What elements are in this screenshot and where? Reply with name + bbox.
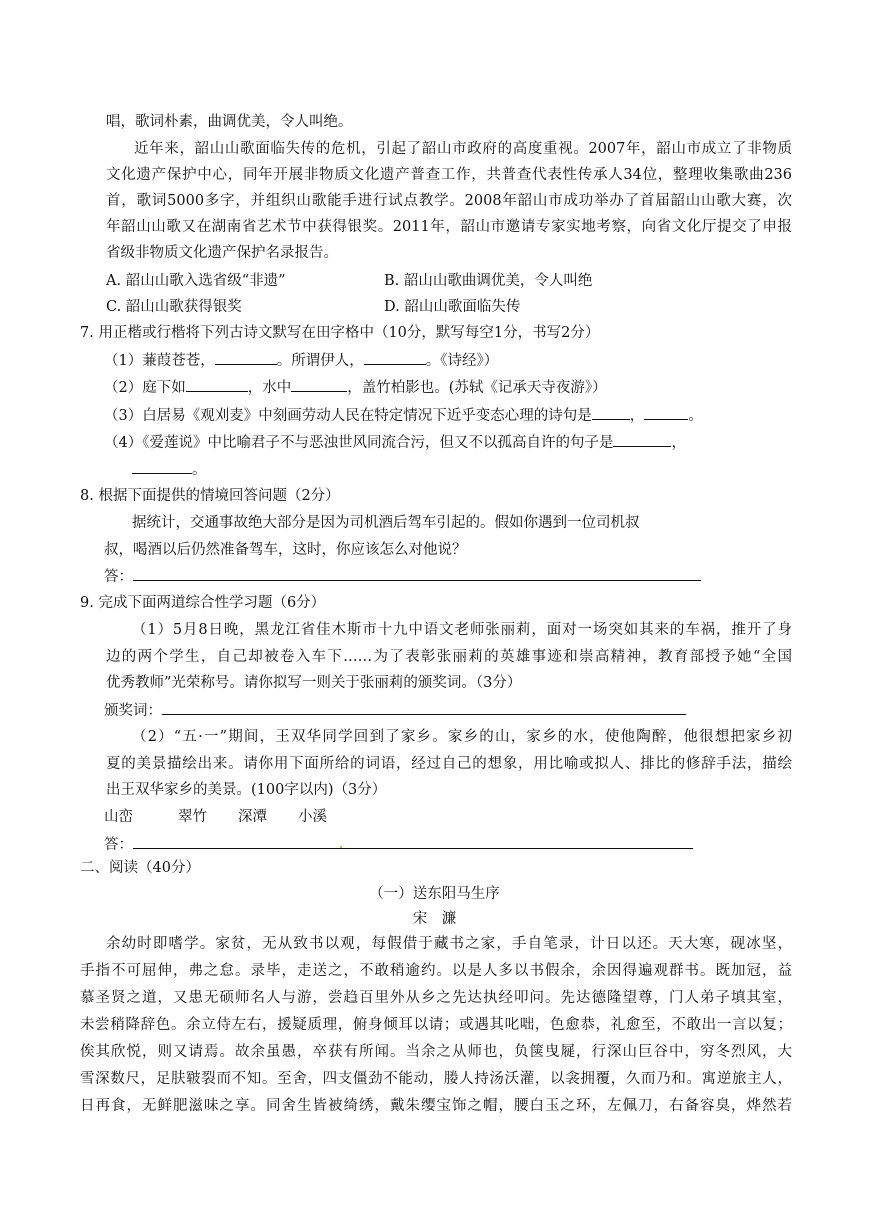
item-text: 。 [192, 462, 207, 478]
option-c: C. 韶山山歌获得银奖 [106, 299, 242, 315]
item-text: ，水中 [247, 380, 292, 396]
option-a: A. 韶山山歌入选省级“非遗” [106, 273, 286, 289]
question-7-item-2 [104, 377, 607, 398]
reading-line: 未尝稍降辞色。余立侍左右，援疑质理，俯身倾耳以请；或遇其叱咄，色愈恭，礼愈至，不敢出一言以复； [80, 1017, 792, 1033]
answer-blank[interactable] [613, 432, 671, 447]
option-b: B. 韶山山歌曲调优美，令人叫绝 [384, 273, 593, 289]
passage-end: 唱，歌词朴素，曲调优美，令人叫绝。 [106, 114, 353, 130]
answer-label: 答： [104, 837, 133, 853]
reading-title: （一）送东阳马生序 [369, 886, 500, 902]
answer-blank[interactable] [592, 405, 630, 420]
passage-line: 省级非物质文化遗产保护名录报告。 [106, 245, 338, 261]
answer-line[interactable] [133, 834, 693, 849]
award-label: 颁奖词： [104, 703, 162, 719]
question-8-text: 据统计，交通事故绝大部分是因为司机酒后驾车引起的。假如你遇到一位司机叔 [132, 515, 640, 531]
question-7-item-4-cont [132, 459, 207, 480]
item-text: （4）《爱莲说》中比喻君子不与恶浊世风同流合污，但又不以孤高自许的句子是 [104, 435, 614, 451]
answer-label: 答： [104, 569, 133, 585]
item-text: （3）白居易《观刈麦》中刻画劳动人民在特定情况下近乎变态心理的诗句是 [104, 408, 592, 424]
item-text: 。所谓伊人， [276, 353, 364, 369]
word: 翠竹 [178, 809, 207, 825]
award-answer [104, 700, 686, 721]
question-9-title: 9. 完成下面两道综合性学习题（6分） [80, 595, 326, 611]
word: 小溪 [298, 809, 327, 825]
passage-line: 文化遗产保护中心，同年开展非物质文化遗产普查工作，共普查代表性传承人34位，整理收集歌曲236 [106, 167, 792, 183]
item-text: ， [671, 435, 686, 451]
question-9-text: （2）“五·一”期间，王双华同学回到了家乡。家乡的山，家乡的水，使他陶醉，他很想把家乡初 [132, 729, 792, 745]
answer-blank[interactable] [215, 350, 277, 365]
question-7-title: 7. 用正楷或行楷将下列古诗文默写在田字格中（10分，默写每空1分，书写2分） [80, 325, 600, 341]
question-7-item-3 [104, 405, 703, 426]
answer-blank[interactable] [186, 377, 248, 392]
stray-mark [340, 846, 342, 848]
word: 山峦 [104, 809, 133, 825]
question-9-text: 优秀教师”光荣称号。请你拟写一则关于张丽莉的颁奖词。（3分） [106, 675, 522, 691]
answer-blank[interactable] [644, 405, 688, 420]
passage-line: 近年来，韶山山歌面临失传的危机，引起了韶山市政府的高度重视。2007年，韶山市成立了非物质 [134, 141, 792, 157]
reading-line: 日再食，无鲜肥滋味之享。同舍生皆被绮绣，戴朱缨宝饰之帽，腰白玉之环，左佩刀，右备容臭，烨然若 [80, 1098, 792, 1114]
word: 深潭 [238, 809, 267, 825]
reading-line: 余幼时即嗜学。家贫，无从致书以观，每假借于藏书之家，手自笔录，计日以还。天大寒，砚冰坚， [106, 936, 792, 952]
question-8-text: 叔，喝酒以后仍然准备驾车，这时，你应该怎么对他说？ [104, 542, 467, 558]
word-list [104, 807, 358, 827]
question-9-text: 边的两个学生，自己却被卷入车下……为了表彰张丽莉的英雄事迹和崇高精神，教育部授予她“全国 [106, 649, 792, 665]
award-line[interactable] [162, 700, 686, 715]
question-9-answer [104, 834, 693, 855]
item-text: 。《诗经》） [425, 353, 499, 369]
question-9-text: 夏的美景描绘出来。请你用下面所给的词语，经过自己的想象，用比喻或拟人、排比的修辞手法，描绘 [106, 756, 792, 772]
question-7-item-1 [104, 350, 498, 371]
item-text: 。 [688, 408, 703, 424]
question-7-item-4 [104, 432, 686, 453]
question-8-answer [104, 566, 701, 587]
item-text: ， [629, 408, 645, 424]
item-text: （2）庭下如 [104, 380, 186, 396]
item-text: ，盖竹柏影也。(苏轼《记承天寺夜游》） [347, 380, 607, 396]
reading-line: 雪深数尺，足肤皲裂而不知。至舍，四支僵劲不能动，媵人持汤沃灌，以衾拥覆，久而乃和。寓逆旅主人， [80, 1071, 792, 1087]
item-text: （1）蒹葭苍苍， [104, 353, 215, 369]
section-2-heading: 二、阅读（40分） [80, 860, 200, 876]
reading-line: 手指不可屈伸，弗之怠。录毕，走送之，不敢稍逾约。以是人多以书假余，余因得遍观群书。既加冠，益 [80, 963, 792, 979]
passage-line: 首，歌词5000多字，并组织山歌能手进行试点教学。2008年韶山市成功举办了首届韶山山歌大赛，次 [106, 193, 792, 209]
reading-line: 俟其欣悦，则又请焉。故余虽愚，卒获有所闻。当余之从师也，负箧曳屣，行深山巨谷中，穷冬烈风，大 [80, 1044, 792, 1060]
question-9-text: 出王双华家乡的美景。(100字以内)（3分） [106, 782, 387, 798]
question-8-title: 8. 根据下面提供的情境回答问题（2分） [80, 488, 340, 504]
question-9-text: （1）5月8日晚，黑龙江省佳木斯市十九中语文老师张丽莉，面对一场突如其来的车祸，推开了身 [132, 622, 792, 638]
passage-line: 年韶山山歌又在湖南省艺术节中获得银奖。2011年，韶山市邀请专家实地考察，向省文化厅提交了申报 [106, 219, 792, 235]
reading-author: 宋 濂 [412, 911, 457, 927]
option-d: D. 韶山山歌面临失传 [384, 299, 521, 315]
answer-line[interactable] [133, 566, 701, 581]
reading-line: 慕圣贤之道，又患无硕师名人与游，尝趋百里外从乡之先达执经叩问。先达德隆望尊，门人弟子填其室， [80, 990, 792, 1006]
answer-blank[interactable] [364, 350, 426, 365]
answer-blank[interactable] [132, 459, 192, 474]
answer-blank[interactable] [291, 377, 347, 392]
